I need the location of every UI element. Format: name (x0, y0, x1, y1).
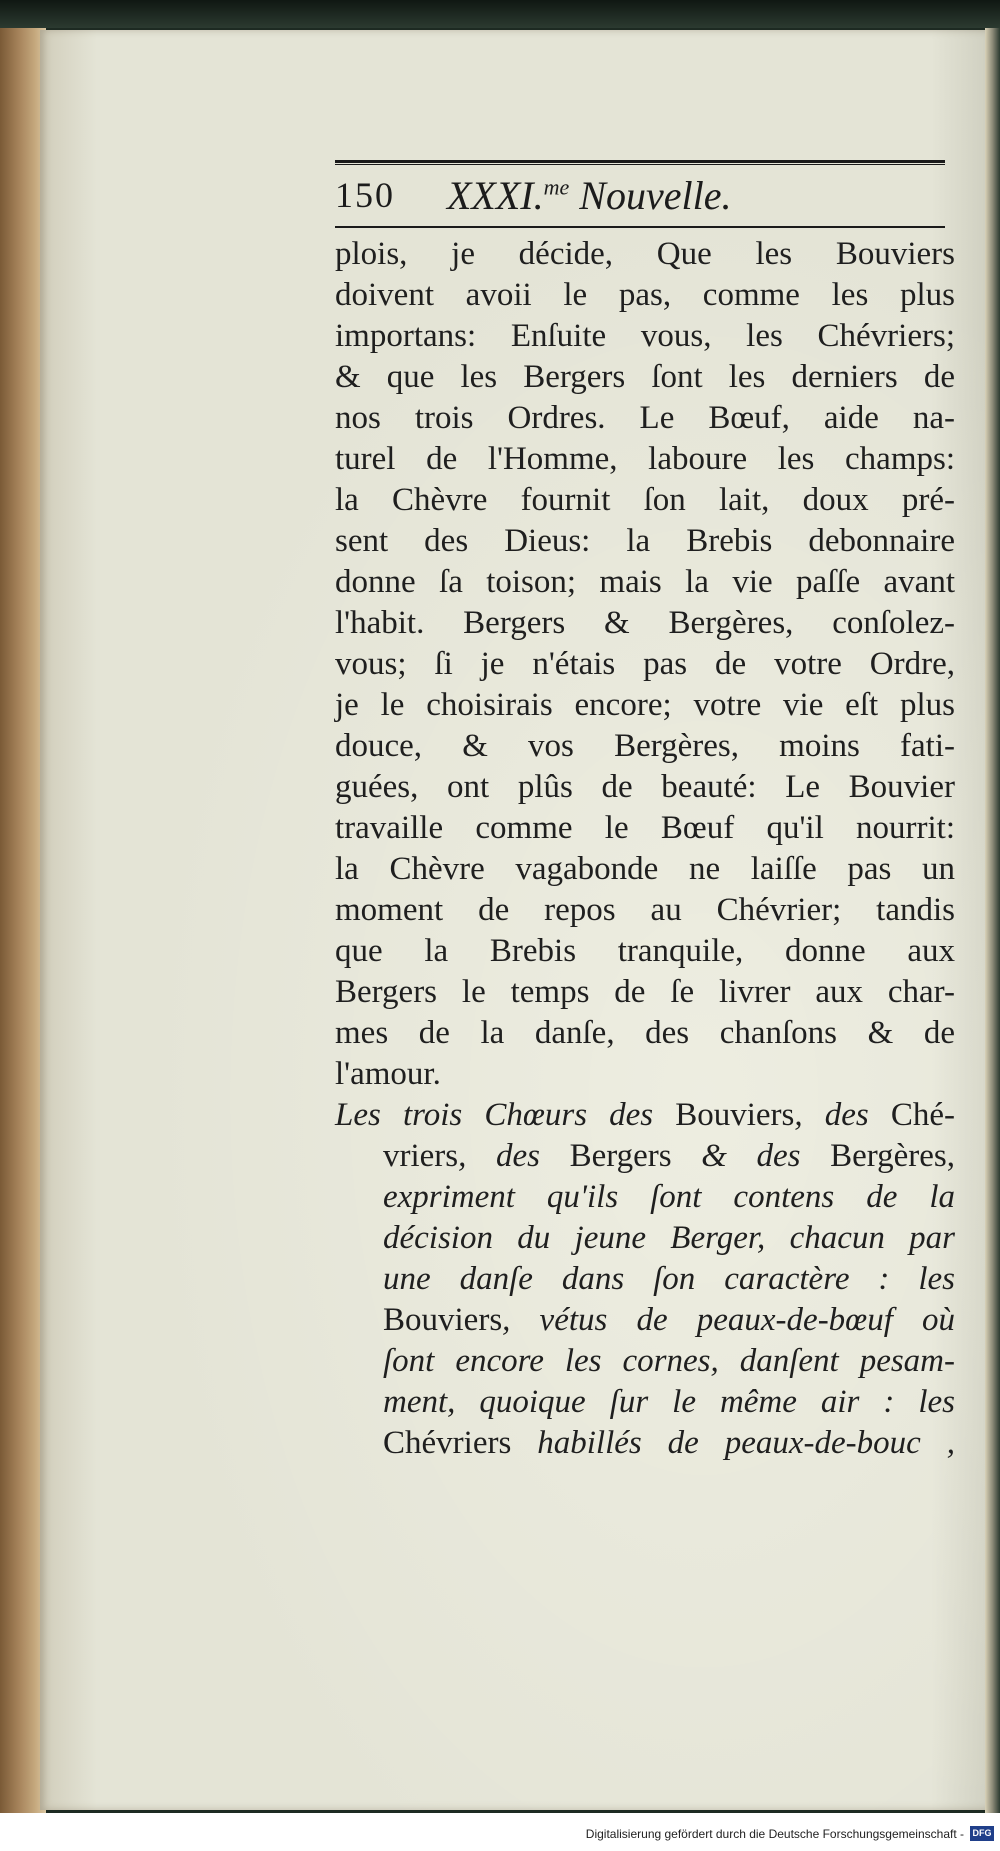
running-head-numeral: XXXI. (447, 173, 544, 218)
text-line: la Chèvre fournit ſon lait, doux pré- (335, 482, 955, 518)
dfg-logo: DFG (970, 1826, 994, 1841)
stage-line (335, 1300, 955, 1341)
running-head (447, 172, 731, 219)
text-line: douce, & vos Bergères, moins fati- (335, 728, 955, 764)
text-line: & que les Bergers ſont les derniers de (335, 359, 955, 395)
stage-text-roman: Bouviers (675, 1097, 795, 1133)
stage-text-italic: & des (671, 1138, 831, 1174)
stage-line (335, 1136, 955, 1177)
text-line: sent des Dieus: la Brebis debonnaire (335, 523, 955, 559)
text-line: que la Brebis tranquile, donne aux (335, 933, 955, 969)
running-head-superscript: me (543, 174, 570, 200)
stage-text-italic: , vétus de peaux-de-bœuf où (502, 1302, 955, 1338)
text-line: plois, je décide, Que les Bouviers (335, 236, 955, 272)
text-line: guées, ont plûs de beauté: Le Bouvier (335, 769, 955, 805)
stage-text-italic: , des (458, 1138, 570, 1174)
body-text (335, 234, 955, 1464)
book-binding-top (0, 0, 1000, 28)
page-right-edge (985, 28, 1000, 1813)
stage-text-roman: Ché- (890, 1097, 955, 1133)
page-header (335, 168, 945, 228)
stage-text-roman: Chévriers (383, 1425, 512, 1461)
text-line: la Chèvre vagabonde ne laiſſe pas un (335, 851, 955, 887)
text-line: l'habit. Bergers & Bergères, conſolez- (335, 605, 955, 641)
text-line: mes de la danſe, des chanſons & de (335, 1015, 955, 1051)
stage-line (335, 1095, 955, 1136)
text-line: donne ſa toison; mais la vie paſſe avant (335, 564, 955, 600)
text-line: moment de repos au Chévrier; tandis (335, 892, 955, 928)
text-line: nos trois Ordres. Le Bœuf, aide na- (335, 400, 955, 436)
text-line: importans: Enſuite vous, les Chévriers; (335, 318, 955, 354)
stage-direction (335, 1095, 955, 1464)
text-line: l'amour. (335, 1056, 441, 1092)
stage-line: décision du jeune Berger, chacun par (383, 1220, 955, 1256)
stage-line: ſont encore les cornes, danſent pesam- (383, 1343, 955, 1379)
stage-text-italic: Les trois Chœurs des (335, 1097, 676, 1133)
page-number: 150 (335, 175, 395, 215)
text-line: Bergers le temps de ſe livrer aux char- (335, 974, 955, 1010)
stage-line (335, 1423, 955, 1464)
stage-text-roman: Bouviers (383, 1302, 503, 1338)
stage-text-roman: Bergers (569, 1138, 672, 1174)
header-rule-bottom (335, 226, 945, 230)
text-line: vous; ſi je n'étais pas de votre Ordre, (335, 646, 955, 682)
stage-line: expriment qu'ils ſont contens de la (383, 1179, 955, 1215)
stage-line: une danſe dans ſon caractère : les (383, 1261, 955, 1297)
text-line: je le choisirais encore; votre vie eſt plus (335, 687, 955, 723)
stage-text-italic: habillés de peaux-de-bouc , (511, 1425, 955, 1461)
header-rule-top (335, 160, 945, 165)
stage-text-roman: vriers (383, 1138, 459, 1174)
text-line: turel de l'Homme, laboure les champs: (335, 441, 955, 477)
stage-text-italic: , des (794, 1097, 891, 1133)
running-head-title: Nouvelle. (569, 173, 732, 218)
text-line: doivent avoii le pas, comme les plus (335, 277, 955, 313)
digitization-credit: Digitalisierung gefördert durch die Deutsche Forschungsgemeinschaft - (585, 1827, 964, 1841)
stage-line: ment, quoique ſur le même air : les (383, 1384, 955, 1420)
text-line: travaille comme le Bœuf qu'il nourrit: (335, 810, 955, 846)
stage-text-roman: Bergères, (830, 1138, 955, 1174)
